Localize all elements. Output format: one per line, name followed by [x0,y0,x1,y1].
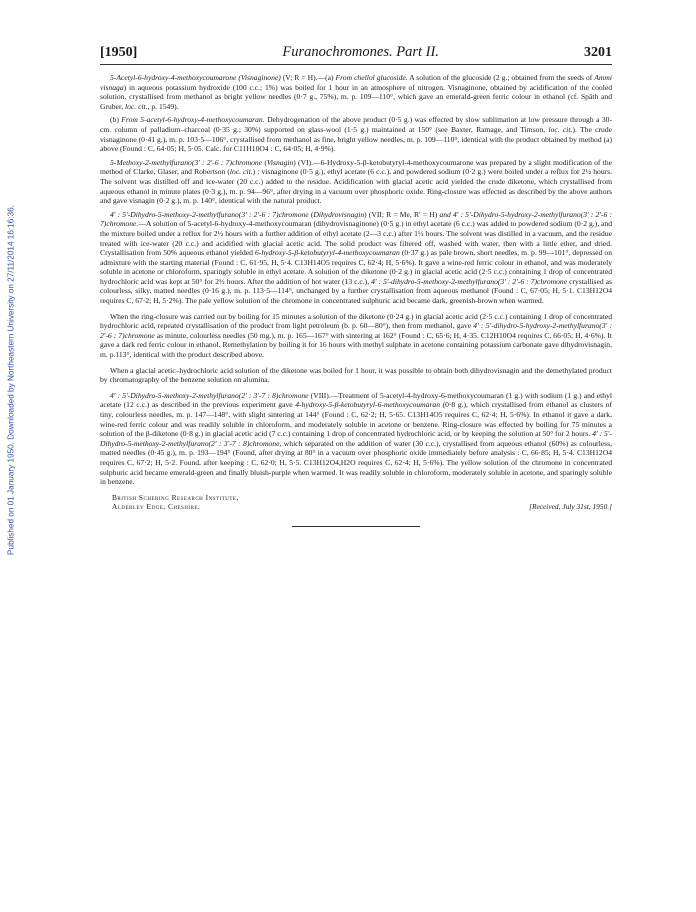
text-run: (VIII).—Treatment of 5-acetyl-4-hydroxy-6-methoxycoumaran (1 g.) with sodium (1 g.) and ethyl acetate (12 c.c.) as described in the previous experiment gave [100,390,612,410]
italic-text: 4′ : 5′-dihydro-5-hydroxy-2-methylfurano(3′ : 2′-6 : 7)chromone [100,321,612,340]
text-run: When a glacial acetic–hydrochloric acid solution of the diketone was boiled for 1 hour, it was possible to obtain both dihydrovisnagin and the demethylated product by chromatography of the benzene solution on alumina. [100,365,612,385]
paragraph [100,73,612,111]
italic-text: loc. cit. [125,101,148,111]
text-run: as minute, colourless needles (50 mg.), m. p. 165—167° with sintering at 162° (Found : C, 65·6; H, 4·35. C12H10O4 requires C, 66·05; H, 4·6%). It gave a dark red ferric colour in ethanol. Remethylation by boiling it for 16 hours with methyl sulphate in acetone containing potassium carbonate gave dihydrovisnagin, m. p.113°, identical with the product described above. [100,330,613,360]
italic-text: Ammi visnaga [100,73,612,92]
italic-text: 4-hydroxy-5-β-ketobutyryl-6-methoxycoumaran [295,400,440,410]
institute-line-1: British Schering Research Institute, [112,492,239,502]
text-run: Dehydrogenation of the above product (0·5 g.) was effected by slow sublimation at low pressure through a 30-cm. column of palladium–charcoal (0·35 g.; 30%) supported on glass-wool (1·5 g.) maintained at 150° (see Baxter, Ramage, and Timson, [100,115,612,134]
text-run: , p. 1549). [147,101,179,111]
running-title: Furanochromones. Part II. [282,44,439,60]
institute-address [100,493,239,512]
text-run: (b) [110,115,122,125]
paragraph [100,366,612,385]
paragraph [100,158,612,206]
end-rule [292,526,420,527]
received-date: [Received, July 31st, 1950.] [529,502,612,512]
institute-line-2: Alderley Edge, Cheshire. [112,502,201,512]
text-run: When the ring-closure was carried out by boiling for 15 minutes a solution of the diketone (0·24 g.) in glacial acetic acid (2·5 c.c.) containing 1 drop of concentrated hydrochloric acid, repeated crystallisation of the product from light petroleum (b. p. 60—80°), then from methanol, gave [100,311,612,331]
italic-text: Dihydrovisnagin [313,209,365,219]
text-run: crystallised as colourless, silky, matted needles (0·16 g.), m. p. 113·5—114°, unchanged by a further crystallisation from aqueous methanol (Found : C, 67·05; H, 5·1. C13H12O4 requires C, 67·2; H, 5·2%). The pale yellow solution of the chromone in concentrated sulphuric acid became dark, greenish-brown when warmed. [100,276,612,306]
text-run: —A solution of 5-acetyl-6-hydroxy-4-methoxycoumaran (dihydrovisnaginone) (0·5 g.) in ethyl acetate (6 c.c.) was added to powdered sodium (0·2 g.), and the mixture boiled under a reflux for 2½ hours with a further addition of ethyl acetate (2—3 c.c.) after 1½ hours. The solvent was distilled in a vacuum, and the residue treated with ice-water (20 c.c.) and acidified with glacial acetic acid. The solid product was filtered off, washed with water, then with a little ether, and dried. Crystallisation from 50% aqueous ethanol yielded [100,219,612,258]
text-run: (0·8 g.), which crystallised from ethanol as clusters of tiny, colourless needles, m. p. 147—148°, with slight sintering at 144° (Found : C, 62·2; H, 5·65. C13H14O5 requires C, 62·4; H, 5·6%). In ethanol it gave a dark, wine-red ferric colour and was readily soluble in chloroform, and moderately soluble in acetone or benzene. Ring-closure was effected by boiling for 75 minutes a solution of the β-diketone (0·8 g.) in glacial acetic acid (7 c.c.) containing 1 drop of concentrated hydrochloric acid, or by keeping the solution at 50° for 2 hours. [100,400,613,439]
italic-text: 4′ : 5′-Dihydro-5-methoxy-2-methylfurano(3′ : 2′-6 : 7)chromone [110,209,309,219]
text-run: ( [308,209,314,219]
paragraph [100,312,612,360]
italic-text: From 5-acetyl-6-hydroxy-4-methoxycoumaran. [121,115,265,125]
italic-text: loc. cit. [229,167,253,177]
text-run: (V; R = H).—(a) [280,73,336,82]
text-run: A solution of the glucoside (2 g.; obtained from the seeds of [407,73,595,82]
side-note-text: Published on 01 January 1950. Downloaded by Northeastern University on 27/11/2014 16:16:36. [6,205,16,555]
text-run: ). The crude visnaginone (0·41 g.), m. p. 103·5—106°, crystallised from methanol as fine, bright yellow needles, m. p. 109—110°, identical with the product obtained by method (a) above (Found : C, 64·05; H, 5·05. Calc. for C11H10O4 : C, 64·05; H, 4·9%). [100,124,613,154]
text-run: ) : visnaginone (0·5 g.), ethyl acetate (6 c.c.), and powdered sodium (0·2 g.) were boiled under a reflux for 2½ hours. The solvent was distilled off and ice-water (20 c.c.) added to the residue. Acidification with glacial acetic acid yielded the crude diketone, which crystallised from aqueous ethanol in minute plates (0·3 g.), m. p. 94—96°, after drying in a vacuum over phosphoric oxide. Ring-closure was effected as described by the above authors and gave visnagin (0·2 g.), m. p. 140°, identical with the natural product. [100,167,613,206]
page-number: 3201 [583,45,612,60]
italic-text: 6-hydroxy-5-β-ketobutyryl-4-methoxycoumaran [255,248,400,258]
text-run: ) (VII; R = Me, R′ = H) [364,209,440,219]
paragraph [100,115,612,153]
paragraph [100,391,612,487]
text-run: , which separated on the addition of water (30 c.c.), crystallised from aqueous ethanol (60%) as colourless, matted needles (0·45 g.), m. p. 193—194° (Found, after drying at 80° in a vacuum over phosphoric oxide immediately before analysis : C, 66·85; H, 5·4. C13H12O4 requires C, 67·2; H, 5·2. Found, after keeping : C, 62·0; H, 5·5. C13H12O4,H2O requires C, 62·4; H, 5·6%). The yellow solution of the chromone in concentrated sulphuric acid became emerald-green and finally bluish-purple when warmed. It was readily soluble in chloroform, moderately soluble in acetone, and sparingly soluble in benzene. [100,438,612,487]
article-footer [100,493,612,512]
italic-text: and 4′ : 5′-Dihydro-5-hydroxy-2-methylfurano(3′ : 2′-6 : 7)chromone. [100,209,612,229]
italic-text: From chellol glucoside. [335,73,408,82]
journal-page [100,44,612,527]
italic-text: 4′ : 5′-Dihydro-5-methoxy-2-methylfurano(2′ : 3′-7 : 8)chromone [100,429,612,448]
italic-text: 5-Methoxy-2-methylfurano(3′ : 2′-6 : 7)chromone [110,157,263,167]
header-year: [1950] [100,45,138,60]
italic-text: 4′ : 5′-dihydro-5-methoxy-2-methylfurano(3′ : 2′-6 : 7)chromone [371,276,568,286]
page-header [100,44,612,65]
italic-text: Visnagin [266,157,294,167]
paragraph [100,210,612,306]
text-run: (0·37 g.) as pale brown, short needles, m. p. 99—101°, depressed on admixture with the starting material (Found : C, 61·95, H, 5·4. C13H14O5 requires C, 62·4; H, 5·6%). It gave a wine-red ferric colour in ethanol, and was moderately soluble in acetone or chloroform, sparingly soluble in ethyl acetate. A solution of the diketone (0·2 g.) in glacial acetic acid (2·5 c.c.) containing 1 drop of concentrated hydrochloric acid was kept at 50° for 2½ hours. After the addition of hot water (13 c.c.), [100,248,612,286]
italic-text: 5-Acetyl-6-hydroxy-4-methoxycoumarone (Visnaginone) [110,73,281,82]
publication-side-note [4,140,18,620]
text-run: ) in aqueous potassium hydroxide (100 c.c.; 1%) was boiled for 1 hour in an atmosphere of nitrogen. Visnaginone, obtained by acidification of the cooled solution, crystallised from methanol as bright yellow needles (0·7 g., 75%), m. p. 109—110°, which gave an emerald-green ferric colour in ethanol (cf. Späth and Gruber, [100,82,612,111]
italic-text: loc. cit. [548,124,573,134]
article-body [100,73,612,487]
text-run: ( [262,157,267,167]
italic-text: 4′ : 5′-Dihydro-5-methoxy-2-methylfurano(2′ : 3′-7 : 8)chromone [110,390,309,400]
text-run: ) (VI).—6-Hydroxy-5-β-ketobutyryl-4-methoxycoumarone was prepared by a slight modification of the method of Clarke, Glaser, and Robertson ( [100,157,612,177]
